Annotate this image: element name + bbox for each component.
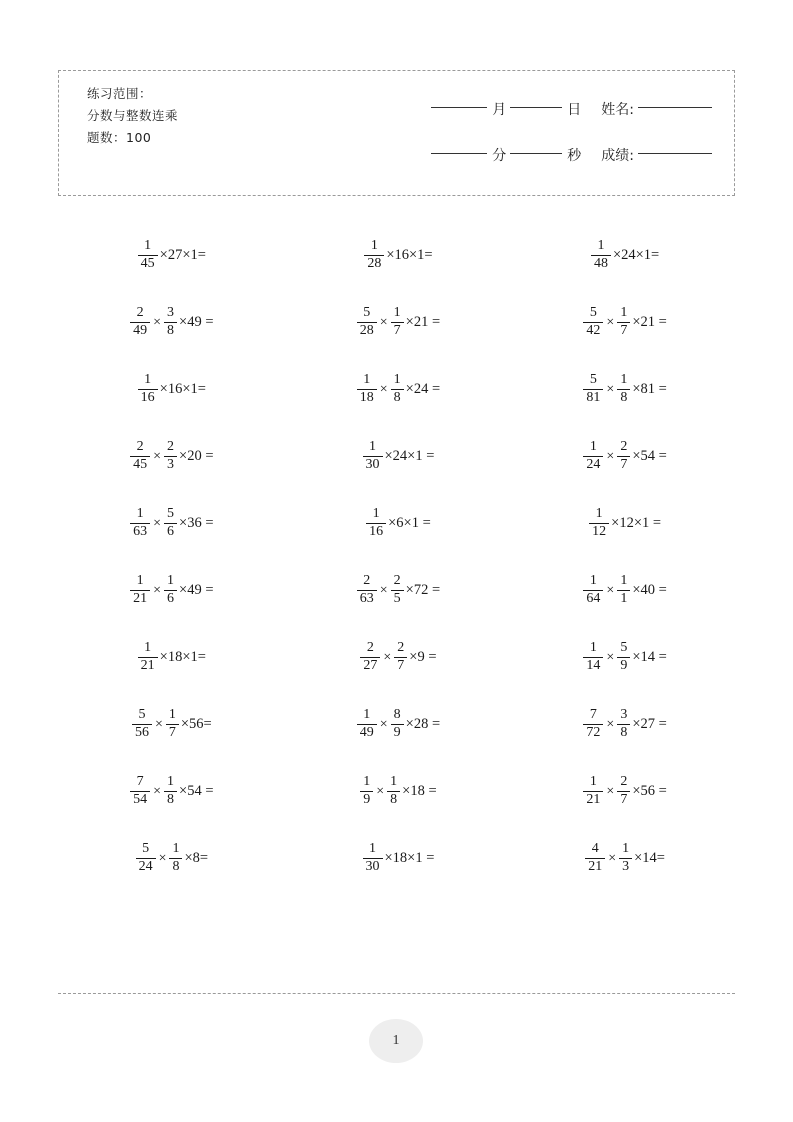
- fraction: [164, 507, 177, 539]
- score-label: 成绩:: [601, 148, 634, 164]
- fraction-numerator: 1: [363, 774, 371, 790]
- problem-cell: [285, 708, 512, 740]
- fraction-denominator: 8: [387, 791, 400, 808]
- fraction-denominator: 8: [164, 791, 177, 808]
- fraction-numerator: 1: [369, 841, 376, 857]
- problem-expression: [582, 306, 666, 338]
- problem-expression: [129, 507, 213, 539]
- problem-row: [58, 825, 738, 892]
- fraction-denominator: 3: [619, 858, 632, 875]
- fraction: [617, 373, 630, 405]
- fraction-denominator: 7: [391, 322, 404, 339]
- fraction-numerator: 2: [136, 305, 144, 321]
- problem-cell: [285, 574, 512, 606]
- fraction-denominator: 63: [130, 523, 150, 540]
- fraction-numerator: 5: [589, 372, 597, 388]
- problem-cell: [511, 507, 738, 539]
- problem-cell: [511, 775, 738, 807]
- fraction-numerator: 2: [136, 439, 144, 455]
- fraction: [164, 775, 177, 807]
- problem-expression: [584, 842, 665, 874]
- problem-expression: [359, 775, 436, 807]
- fraction-numerator: 2: [167, 439, 175, 455]
- problem-cell: [58, 507, 285, 539]
- problem-cell: [511, 373, 738, 405]
- fraction-numerator: 1: [589, 573, 597, 589]
- fraction: [164, 440, 177, 472]
- expression-tail: ×14 =: [632, 649, 667, 666]
- fraction: [391, 373, 404, 405]
- problem-cell: [285, 775, 512, 807]
- fraction: [583, 306, 603, 338]
- problem-expression: [582, 775, 666, 807]
- multiply-operator: ×: [606, 783, 615, 799]
- fraction-denominator: 5: [391, 590, 404, 607]
- problem-expression: [582, 708, 666, 740]
- fraction: [138, 373, 158, 405]
- problem-expression: [129, 574, 213, 606]
- problem-cell: [511, 440, 738, 472]
- fraction: [357, 306, 377, 338]
- problem-expression: [582, 574, 666, 606]
- fraction: [357, 373, 377, 405]
- problem-expression: [129, 440, 213, 472]
- fraction-denominator: 9: [360, 791, 373, 808]
- fraction-denominator: 54: [130, 791, 150, 808]
- score-blank[interactable]: [638, 153, 712, 154]
- problem-row: [58, 758, 738, 825]
- multiply-operator: ×: [606, 314, 615, 330]
- problem-cell: [58, 641, 285, 673]
- fraction: [391, 306, 404, 338]
- fraction-numerator: 1: [390, 774, 398, 790]
- fraction-numerator: 1: [589, 774, 597, 790]
- date-row: [382, 87, 712, 133]
- problem-expression: [356, 373, 440, 405]
- fraction-numerator: 2: [620, 774, 628, 790]
- problem-expression: [590, 239, 659, 271]
- problem-row: [58, 289, 738, 356]
- fraction: [366, 507, 386, 539]
- fraction: [583, 708, 603, 740]
- fraction-numerator: 1: [363, 372, 371, 388]
- expression-tail: ×14=: [634, 850, 665, 867]
- expression-tail: ×24×1 =: [384, 448, 435, 465]
- fraction: [583, 641, 603, 673]
- multiply-operator: ×: [153, 582, 162, 598]
- multiply-operator: ×: [606, 448, 615, 464]
- expression-tail: ×18×1=: [159, 649, 206, 666]
- multiply-operator: ×: [158, 850, 167, 866]
- fraction-denominator: 24: [136, 858, 156, 875]
- fraction-denominator: 7: [617, 791, 630, 808]
- expression-tail: ×27×1=: [159, 247, 206, 264]
- problem-expression: [356, 708, 440, 740]
- name-label: 姓名:: [601, 102, 634, 118]
- fraction-numerator: 1: [136, 573, 144, 589]
- problem-cell: [511, 306, 738, 338]
- fraction: [591, 239, 611, 271]
- student-fields: [382, 87, 712, 179]
- fraction-numerator: 1: [393, 305, 401, 321]
- fraction-numerator: 1: [172, 841, 180, 857]
- name-blank[interactable]: [638, 107, 712, 108]
- month-label: 月: [492, 102, 507, 118]
- expression-tail: ×56=: [180, 716, 212, 733]
- fraction: [360, 775, 373, 807]
- problem-expression: [129, 775, 213, 807]
- multiply-operator: ×: [376, 783, 385, 799]
- expression-tail: ×8=: [184, 850, 209, 867]
- expression-tail: ×16×1=: [386, 247, 433, 264]
- fraction-denominator: 81: [583, 389, 603, 406]
- fraction-numerator: 2: [620, 439, 628, 455]
- fraction-denominator: 8: [391, 389, 404, 406]
- problem-cell: [285, 440, 512, 472]
- problem-row: [58, 691, 738, 758]
- fraction: [617, 574, 630, 606]
- fraction: [130, 574, 150, 606]
- expression-tail: ×21 =: [405, 314, 441, 331]
- fraction: [391, 708, 404, 740]
- fraction-denominator: 7: [166, 724, 179, 741]
- practice-scope-value: 分数与整数连乘: [87, 108, 179, 123]
- fraction-denominator: 6: [164, 523, 177, 540]
- expression-tail: ×12×1 =: [611, 515, 662, 532]
- fraction: [583, 440, 603, 472]
- fraction-numerator: 1: [168, 707, 176, 723]
- fraction-numerator: 5: [363, 305, 371, 321]
- fraction-numerator: 5: [589, 305, 597, 321]
- fraction-denominator: 27: [360, 657, 380, 674]
- fraction: [130, 775, 150, 807]
- fraction-numerator: 1: [597, 238, 605, 254]
- practice-scope-label: 练习范围：: [87, 86, 153, 101]
- fraction-denominator: 64: [583, 590, 603, 607]
- practice-info: [87, 83, 387, 149]
- fraction-denominator: 8: [617, 724, 630, 741]
- problem-row: [58, 624, 738, 691]
- problem-cell: [285, 239, 512, 271]
- problem-expression: [588, 507, 661, 539]
- fraction: [583, 775, 603, 807]
- fraction-numerator: 7: [589, 707, 597, 723]
- time-row: [382, 133, 712, 179]
- problem-expression: [137, 641, 206, 673]
- expression-tail: ×18×1 =: [384, 850, 435, 867]
- fraction-numerator: 1: [144, 372, 152, 388]
- fraction-denominator: 30: [363, 858, 383, 875]
- fraction-denominator: 49: [357, 724, 377, 741]
- expression-tail: ×56 =: [632, 783, 667, 800]
- problem-row: [58, 222, 738, 289]
- problem-expression: [582, 440, 666, 472]
- problem-expression: [356, 574, 440, 606]
- fraction: [583, 574, 603, 606]
- fraction-numerator: 1: [622, 841, 630, 857]
- second-blank[interactable]: [510, 153, 562, 154]
- fraction-numerator: 1: [372, 506, 380, 522]
- problem-grid: [58, 222, 738, 892]
- fraction-denominator: 21: [585, 858, 605, 875]
- fraction-denominator: 63: [357, 590, 377, 607]
- multiply-operator: ×: [153, 783, 162, 799]
- problem-cell: [511, 239, 738, 271]
- fraction-numerator: 1: [620, 305, 628, 321]
- expression-tail: ×40 =: [632, 582, 667, 599]
- fraction-denominator: 16: [138, 389, 158, 406]
- problem-cell: [511, 574, 738, 606]
- fraction-numerator: 2: [363, 573, 371, 589]
- fraction: [363, 842, 383, 874]
- multiply-operator: ×: [606, 381, 615, 397]
- problem-cell: [58, 306, 285, 338]
- month-blank[interactable]: [431, 107, 487, 108]
- problem-cell: [285, 842, 512, 874]
- fraction: [166, 708, 179, 740]
- fraction-numerator: 2: [397, 640, 405, 656]
- fraction: [138, 239, 158, 271]
- problem-expression: [356, 306, 440, 338]
- fraction-denominator: 16: [366, 523, 386, 540]
- problem-expression: [129, 306, 213, 338]
- page-number-badge: 1: [369, 1019, 423, 1063]
- fraction-denominator: 72: [583, 724, 603, 741]
- fraction-numerator: 2: [366, 640, 374, 656]
- fraction-numerator: 4: [591, 841, 599, 857]
- fraction-denominator: 42: [583, 322, 603, 339]
- problem-expression: [582, 373, 666, 405]
- problem-expression: [359, 641, 436, 673]
- problem-cell: [285, 507, 512, 539]
- expression-tail: ×36 =: [179, 515, 214, 532]
- fraction-denominator: 28: [364, 255, 384, 272]
- fraction-denominator: 12: [589, 523, 609, 540]
- fraction: [130, 306, 150, 338]
- fraction: [357, 708, 377, 740]
- expression-tail: ×18 =: [402, 783, 437, 800]
- problem-cell: [58, 373, 285, 405]
- fraction-denominator: 18: [357, 389, 377, 406]
- problem-row: [58, 423, 738, 490]
- multiply-operator: ×: [379, 381, 388, 397]
- fraction-denominator: 8: [617, 389, 630, 406]
- fraction: [583, 373, 603, 405]
- fraction-numerator: 5: [142, 841, 150, 857]
- problem-count: 题数：100: [87, 130, 152, 145]
- fraction: [136, 842, 156, 874]
- fraction: [589, 507, 609, 539]
- fraction: [357, 574, 377, 606]
- fraction-denominator: 9: [391, 724, 404, 741]
- fraction-numerator: 5: [138, 707, 146, 723]
- expression-tail: ×16×1=: [159, 381, 206, 398]
- problem-expression: [363, 239, 432, 271]
- fraction: [169, 842, 182, 874]
- fraction-denominator: 7: [617, 322, 630, 339]
- fraction-denominator: 1: [617, 590, 630, 607]
- problem-cell: [58, 239, 285, 271]
- fraction: [130, 440, 150, 472]
- problem-cell: [58, 775, 285, 807]
- expression-tail: ×81 =: [632, 381, 667, 398]
- day-label: 日: [567, 102, 582, 118]
- fraction-numerator: 8: [393, 707, 401, 723]
- expression-tail: ×49 =: [179, 314, 214, 331]
- fraction: [617, 775, 630, 807]
- expression-tail: ×9 =: [409, 649, 437, 666]
- fraction: [364, 239, 384, 271]
- fraction-numerator: 1: [136, 506, 144, 522]
- multiply-operator: ×: [153, 448, 162, 464]
- fraction-denominator: 24: [583, 456, 603, 473]
- header-box: [58, 70, 735, 196]
- fraction-denominator: 48: [591, 255, 611, 272]
- second-label: 秒: [567, 148, 582, 164]
- minute-blank[interactable]: [431, 153, 487, 154]
- fraction-denominator: 30: [363, 456, 383, 473]
- expression-tail: ×21 =: [632, 314, 667, 331]
- multiply-operator: ×: [383, 649, 392, 665]
- fraction: [617, 641, 630, 673]
- multiply-operator: ×: [606, 649, 615, 665]
- fraction-numerator: 1: [620, 573, 628, 589]
- fraction: [617, 306, 630, 338]
- footer-divider: [58, 993, 735, 994]
- fraction-numerator: 1: [363, 707, 371, 723]
- fraction: [132, 708, 152, 740]
- problem-cell: [285, 373, 512, 405]
- fraction-denominator: 14: [583, 657, 603, 674]
- fraction-denominator: 7: [617, 456, 630, 473]
- fraction-numerator: 1: [369, 439, 376, 455]
- expression-tail: ×54 =: [632, 448, 667, 465]
- fraction-denominator: 7: [394, 657, 407, 674]
- problem-expression: [362, 440, 435, 472]
- fraction-numerator: 5: [167, 506, 175, 522]
- fraction-denominator: 21: [583, 791, 603, 808]
- multiply-operator: ×: [153, 314, 162, 330]
- fraction: [619, 842, 632, 874]
- fraction: [164, 574, 177, 606]
- fraction-denominator: 56: [132, 724, 152, 741]
- expression-tail: ×6×1 =: [388, 515, 431, 532]
- fraction-numerator: 5: [620, 640, 628, 656]
- problem-row: [58, 356, 738, 423]
- day-blank[interactable]: [510, 107, 562, 108]
- fraction-numerator: 3: [620, 707, 628, 723]
- multiply-operator: ×: [606, 582, 615, 598]
- fraction-numerator: 2: [393, 573, 401, 589]
- fraction-denominator: 45: [130, 456, 150, 473]
- fraction: [387, 775, 400, 807]
- problem-expression: [582, 641, 666, 673]
- problem-cell: [511, 708, 738, 740]
- problem-cell: [285, 641, 512, 673]
- fraction: [617, 708, 630, 740]
- multiply-operator: ×: [154, 716, 163, 732]
- expression-tail: ×72 =: [405, 582, 441, 599]
- problem-row: [58, 490, 738, 557]
- fraction-denominator: 21: [138, 657, 158, 674]
- fraction: [130, 507, 150, 539]
- problem-cell: [511, 641, 738, 673]
- fraction-numerator: 1: [144, 640, 152, 656]
- problem-cell: [58, 574, 285, 606]
- problem-cell: [285, 306, 512, 338]
- fraction-denominator: 49: [130, 322, 150, 339]
- fraction-numerator: 1: [595, 506, 603, 522]
- fraction-numerator: 1: [370, 238, 378, 254]
- fraction-denominator: 21: [130, 590, 150, 607]
- fraction: [138, 641, 158, 673]
- fraction-denominator: 8: [169, 858, 182, 875]
- expression-tail: ×28 =: [405, 716, 441, 733]
- fraction-numerator: 7: [136, 774, 144, 790]
- expression-tail: ×27 =: [632, 716, 667, 733]
- multiply-operator: ×: [379, 582, 388, 598]
- fraction: [363, 440, 383, 472]
- fraction-numerator: 3: [167, 305, 175, 321]
- problem-expression: [137, 373, 206, 405]
- expression-tail: ×24 =: [405, 381, 441, 398]
- problem-cell: [58, 708, 285, 740]
- expression-tail: ×20 =: [179, 448, 214, 465]
- fraction: [394, 641, 407, 673]
- fraction-denominator: 9: [617, 657, 630, 674]
- multiply-operator: ×: [379, 314, 388, 330]
- expression-tail: ×54 =: [179, 783, 214, 800]
- problem-expression: [362, 842, 435, 874]
- multiply-operator: ×: [379, 716, 388, 732]
- problem-expression: [137, 239, 206, 271]
- fraction-denominator: 28: [357, 322, 377, 339]
- fraction-numerator: 1: [589, 640, 597, 656]
- fraction-denominator: 45: [138, 255, 158, 272]
- fraction: [617, 440, 630, 472]
- fraction: [164, 306, 177, 338]
- expression-tail: ×49 =: [179, 582, 214, 599]
- multiply-operator: ×: [606, 716, 615, 732]
- problem-row: [58, 557, 738, 624]
- problem-cell: [58, 842, 285, 874]
- minute-label: 分: [492, 148, 507, 164]
- problem-expression: [131, 708, 212, 740]
- problem-expression: [365, 507, 431, 539]
- fraction-numerator: 1: [393, 372, 401, 388]
- multiply-operator: ×: [608, 850, 617, 866]
- multiply-operator: ×: [153, 515, 162, 531]
- fraction-numerator: 1: [620, 372, 628, 388]
- fraction-numerator: 1: [144, 238, 152, 254]
- fraction-denominator: 6: [164, 590, 177, 607]
- fraction-denominator: 8: [164, 322, 177, 339]
- fraction: [391, 574, 404, 606]
- fraction: [585, 842, 605, 874]
- fraction-numerator: 1: [167, 774, 175, 790]
- fraction: [360, 641, 380, 673]
- problem-cell: [511, 842, 738, 874]
- expression-tail: ×24×1=: [612, 247, 660, 264]
- fraction-numerator: 1: [167, 573, 175, 589]
- fraction-numerator: 1: [589, 439, 597, 455]
- problem-expression: [135, 842, 209, 874]
- fraction-denominator: 3: [164, 456, 177, 473]
- problem-cell: [58, 440, 285, 472]
